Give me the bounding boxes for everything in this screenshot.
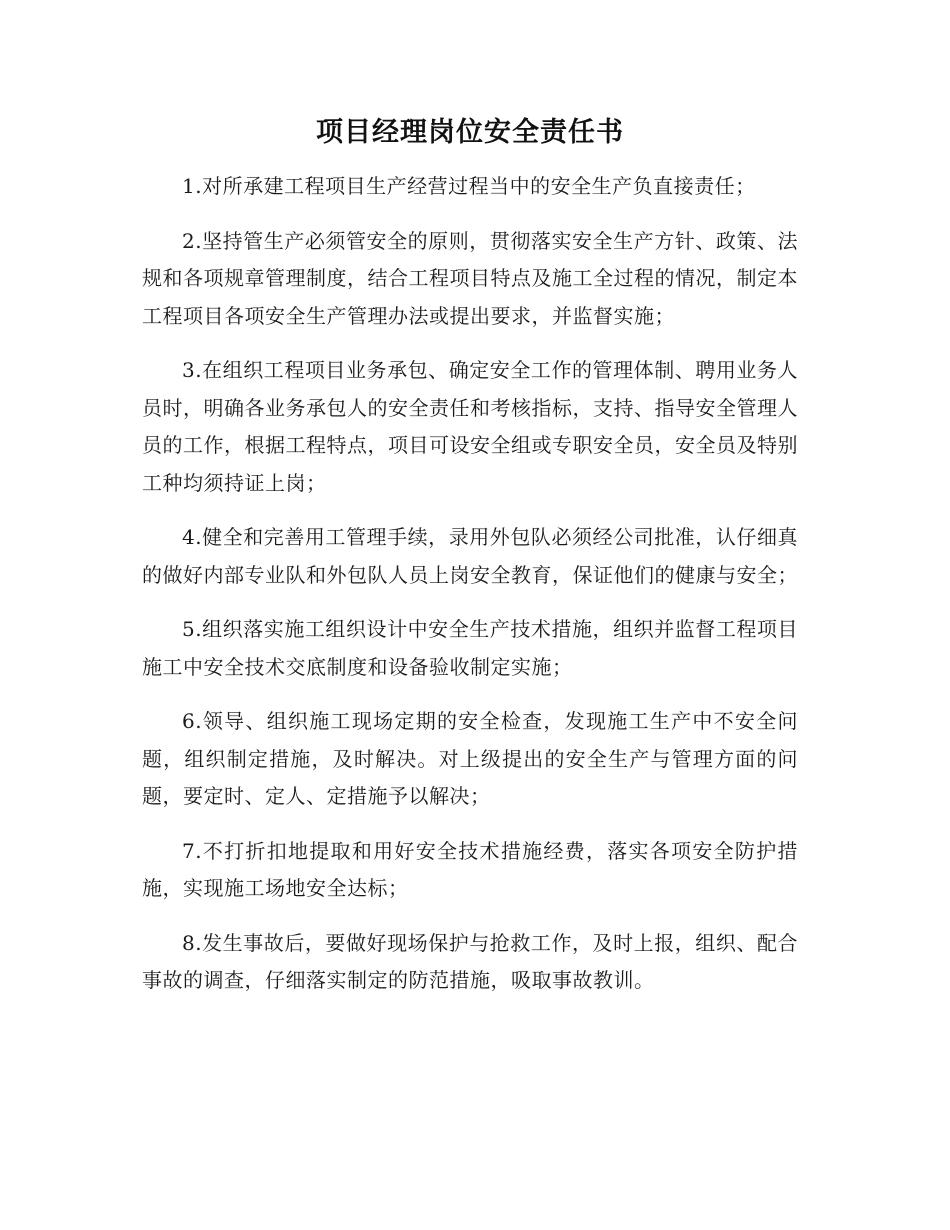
paragraph-2: 2.坚持管生产必须管安全的原则，贯彻落实安全生产方针、政策、法规和各项规章管理制度，结合工程项目特点及施工全过程的情况，制定本工程项目各项安全生产管理办法或提出要求，并监督实施； [142, 228, 798, 328]
document-title: 项目经理岗位安全责任书 [316, 117, 624, 148]
document-page [142, 108, 798, 1017]
paragraph-8: 8.发生事故后，要做好现场保护与抢救工作，及时上报，组织、配合事故的调查，仔细落实制定的防范措施，吸取事故教训。 [142, 930, 798, 992]
paragraph-4: 4.健全和完善用工管理手续，录用外包队必须经公司批准，认仔细真的做好内部专业队和外包队人员上岗安全教育，保证他们的健康与安全； [142, 525, 798, 587]
paragraph-7: 7.不打折扣地提取和用好安全技术措施经费，落实各项安全防护措施，实现施工场地安全达标； [142, 838, 798, 900]
paragraph-6: 6.领导、组织施工现场定期的安全检查，发现施工生产中不安全问题，组织制定措施，及时解决。对上级提出的安全生产与管理方面的问题，要定时、定人、定措施予以解决； [142, 709, 798, 808]
paragraph-1: 1.对所承建工程项目生产经营过程当中的安全生产负直接责任； [182, 174, 756, 198]
paragraph-5: 5.组织落实施工组织设计中安全生产技术措施，组织并监督工程项目施工中安全技术交底制度和设备验收制定实施； [142, 617, 798, 679]
paragraph-3: 3.在组织工程项目业务承包、确定安全工作的管理体制、聘用业务人员时，明确各业务承包人的安全责任和考核指标，支持、指导安全管理人员的工作，根据工程特点，项目可设安全组或专职安全员，安全员及特别工种均须持证上岗； [142, 358, 798, 495]
